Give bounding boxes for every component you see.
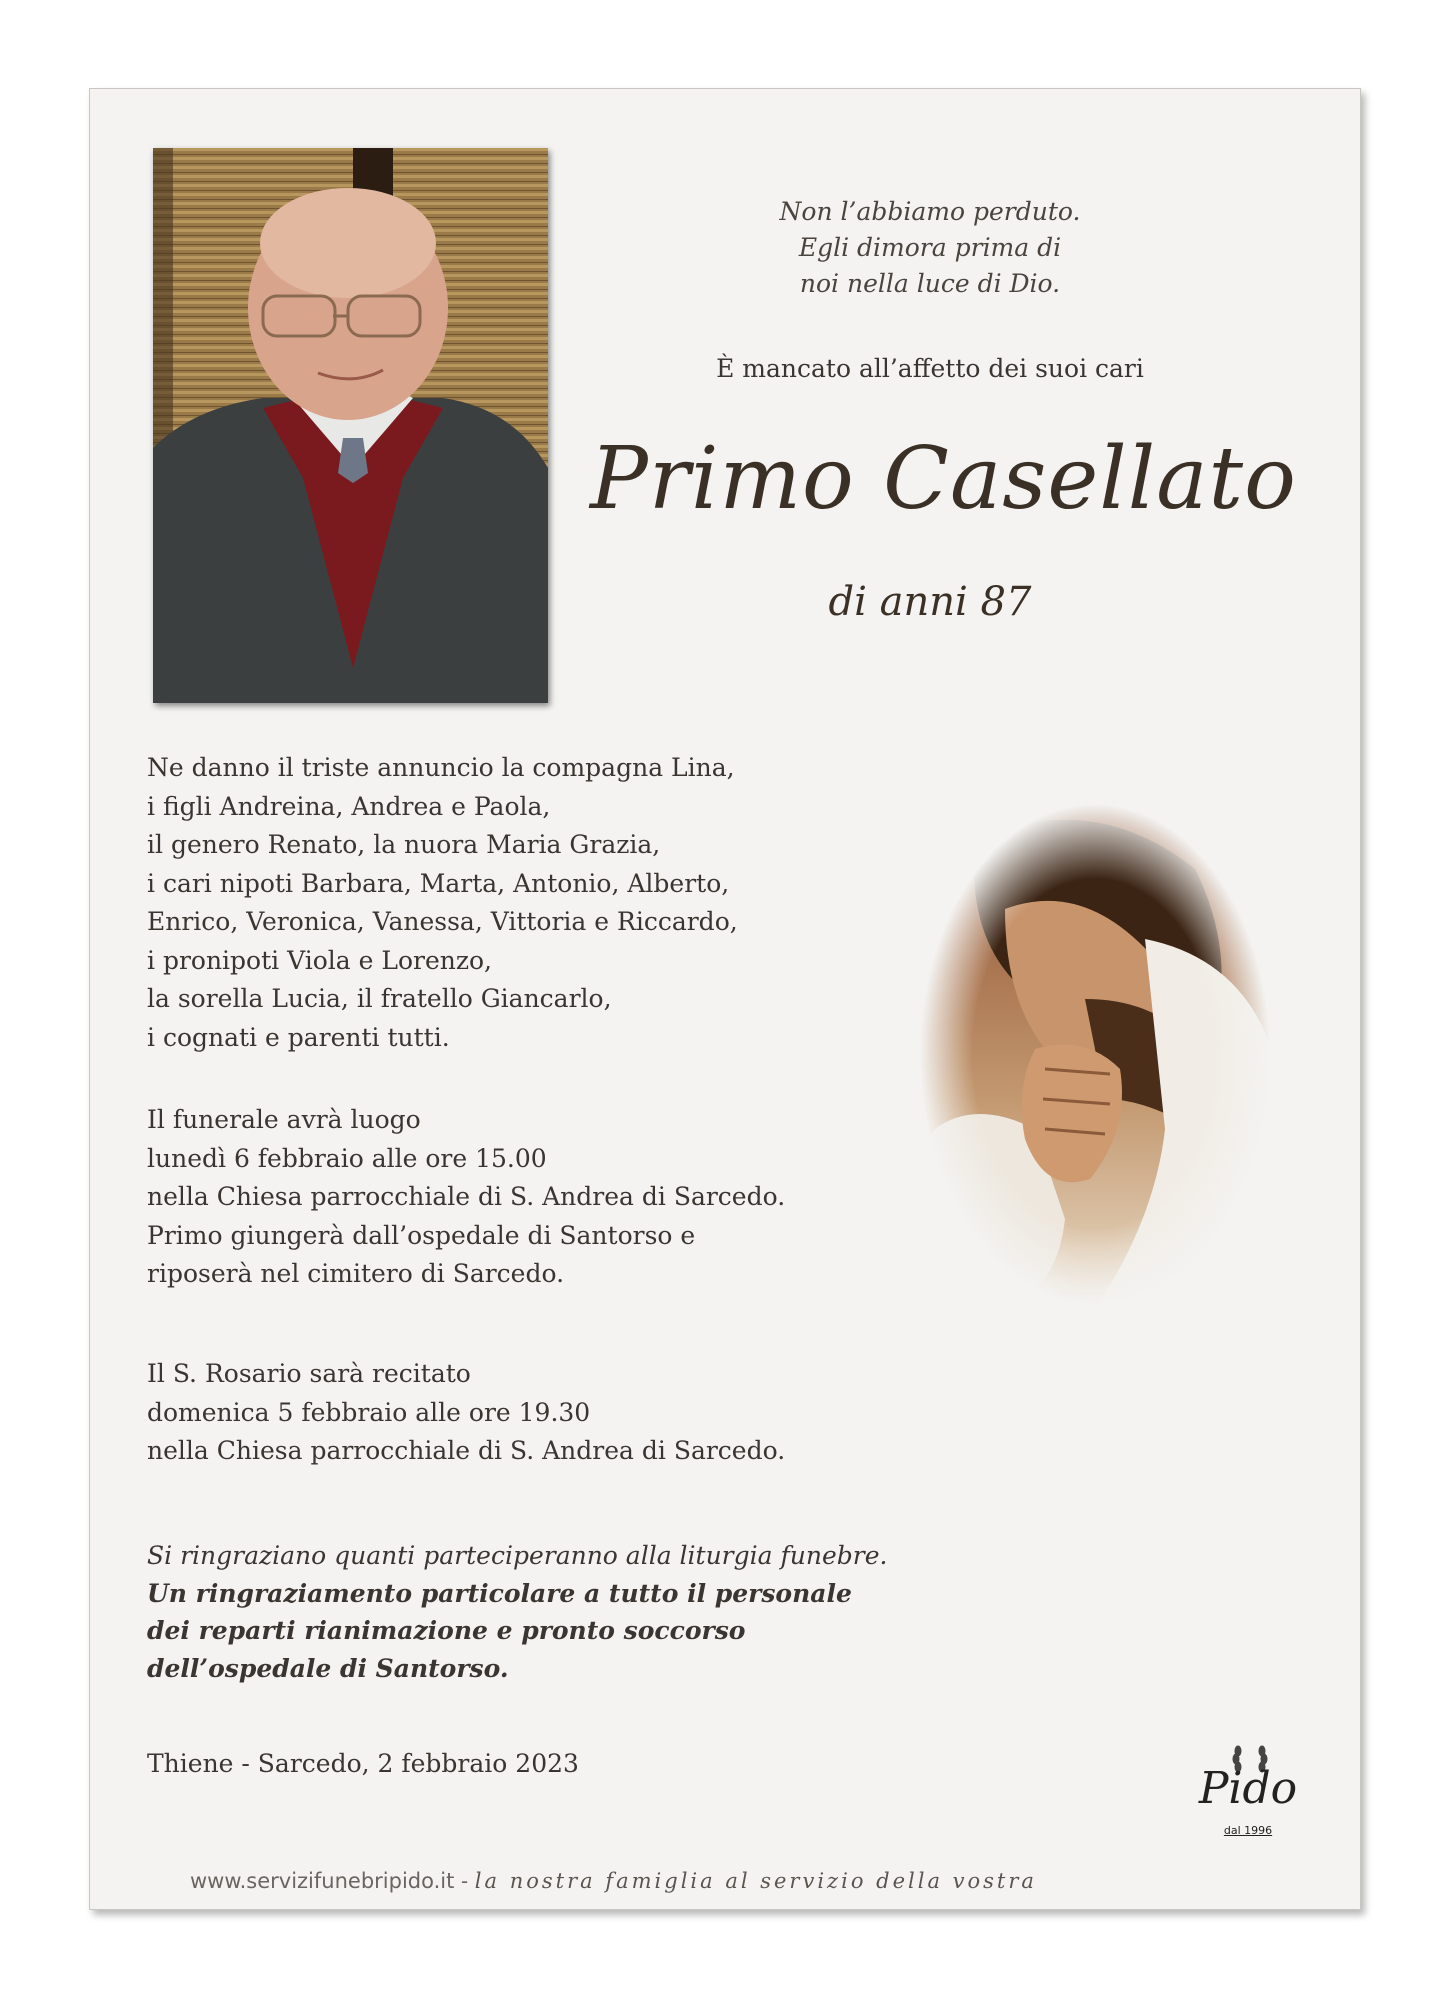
deceased-name: Primo Casellato	[590, 429, 1297, 529]
family-line: il genero Renato, la nuora Maria Grazia,	[147, 830, 661, 859]
quote-line: Egli dimora prima di	[798, 233, 1062, 262]
quote-line: Non l’abbiamo perduto.	[779, 197, 1081, 226]
footer	[190, 1869, 1037, 1893]
funeral-details	[147, 1101, 785, 1294]
intro-line: È mancato all’affetto dei suoi cari	[716, 354, 1144, 383]
deceased-age: di anni 87	[828, 579, 1032, 625]
rosary-line: domenica 5 febbraio alle ore 19.30	[147, 1397, 591, 1427]
funeral-home-logo: Pido	[1198, 1763, 1298, 1814]
website-link[interactable]: www.servizifunebripido.it	[190, 1869, 455, 1893]
praying-jesus-illustration	[915, 799, 1275, 1309]
funeral-line: Primo giungerà dall’ospedale di Santorso e	[147, 1220, 696, 1250]
thanks-note	[147, 1537, 887, 1687]
rosary-details	[147, 1355, 785, 1471]
portrait-image	[153, 148, 548, 703]
family-line: i cognati e parenti tutti.	[147, 1022, 450, 1052]
praying-jesus-image	[915, 799, 1275, 1309]
obituary-card	[89, 88, 1361, 1910]
logo-since: dal 1996	[1223, 1824, 1273, 1837]
family-announcement	[147, 749, 738, 1057]
deceased-photo	[153, 148, 548, 703]
family-line: i cari nipoti Barbara, Marta, Antonio, Alberto,	[147, 868, 730, 898]
thanks-line: Si ringraziano quanti parteciperanno alla liturgia funebre.	[147, 1541, 888, 1570]
thanks-bold-line: dell’ospedale di Santorso.	[147, 1653, 509, 1683]
family-line: i figli Andreina, Andrea e Paola,	[147, 791, 551, 821]
family-line: i pronipoti Viola e Lorenzo,	[147, 945, 493, 975]
family-line: Enrico, Veronica, Vanessa, Vittoria e Riccardo,	[147, 907, 738, 936]
funeral-line: nella Chiesa parrocchiale di S. Andrea di Sarcedo.	[147, 1182, 786, 1211]
quote	[750, 194, 1110, 302]
thanks-bold-line: Un ringraziamento particolare a tutto il personale	[147, 1578, 852, 1608]
funeral-line: lunedì 6 febbraio alle ore 15.00	[147, 1143, 547, 1173]
funeral-line: Il funerale avrà luogo	[147, 1105, 421, 1134]
thanks-bold-line: dei reparti rianimazione e pronto soccorso	[147, 1616, 746, 1645]
footer-separator: -	[454, 1869, 475, 1893]
funeral-line: riposerà nel cimitero di Sarcedo.	[147, 1259, 565, 1288]
rosary-line: nella Chiesa parrocchiale di S. Andrea di Sarcedo.	[147, 1436, 786, 1465]
footer-tagline: la nostra famiglia al servizio della vostra	[474, 1869, 1037, 1893]
family-line: la sorella Lucia, il fratello Giancarlo,	[147, 984, 612, 1013]
date-place: Thiene - Sarcedo, 2 febbraio 2023	[147, 1749, 579, 1778]
family-line: Ne danno il triste annuncio la compagna Lina,	[147, 753, 735, 782]
rosary-line: Il S. Rosario sarà recitato	[147, 1359, 471, 1388]
quote-line: noi nella luce di Dio.	[799, 269, 1061, 298]
